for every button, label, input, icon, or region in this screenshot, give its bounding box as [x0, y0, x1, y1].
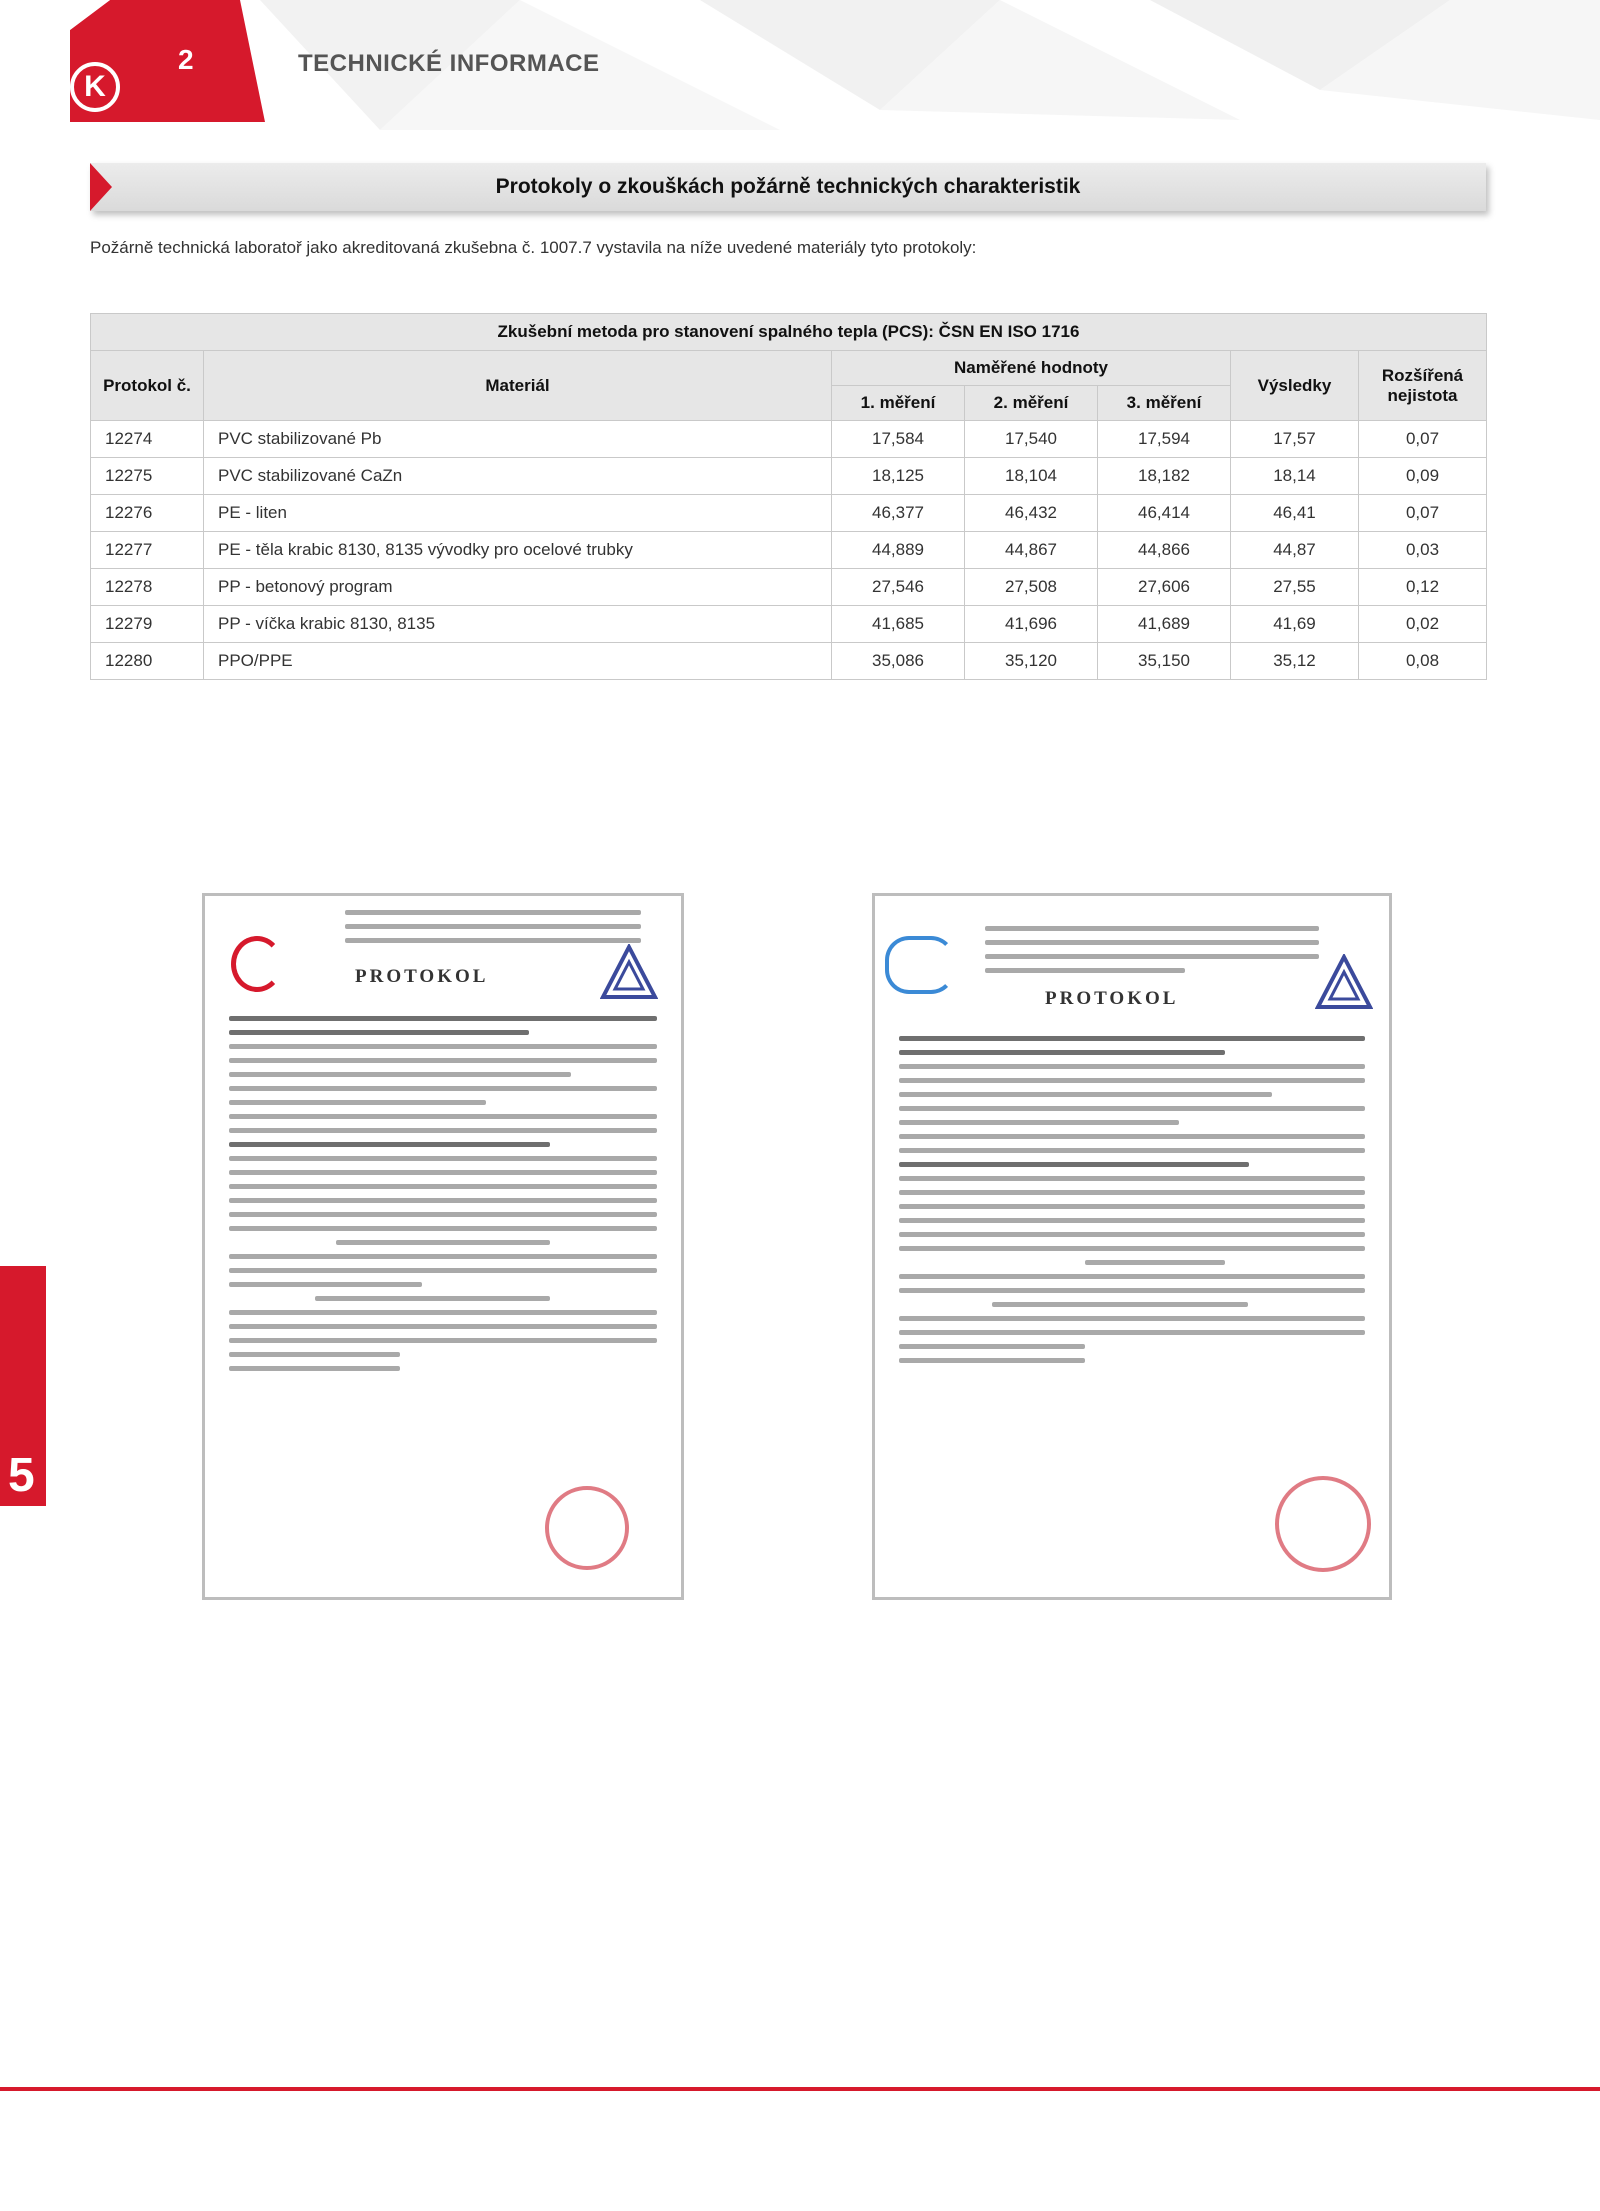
- cell-protocol: 12276: [91, 495, 204, 532]
- cell-material: PPO/PPE: [204, 643, 832, 680]
- cell-material: PP - betonový program: [204, 569, 832, 606]
- cell-result: 44,87: [1231, 532, 1359, 569]
- table-row: [91, 643, 1487, 680]
- cell-unc: 0,03: [1359, 532, 1487, 569]
- cell-unc: 0,07: [1359, 421, 1487, 458]
- cell-m1: 44,889: [832, 532, 965, 569]
- cell-m1: 27,546: [832, 569, 965, 606]
- cell-m3: 27,606: [1098, 569, 1231, 606]
- cell-m2: 46,432: [965, 495, 1098, 532]
- table-row: [91, 532, 1487, 569]
- cell-material: PVC stabilizované Pb: [204, 421, 832, 458]
- pcs-results-table: [90, 313, 1487, 680]
- col-uncertainty: Rozšířená nejistota: [1359, 351, 1487, 421]
- cell-m3: 46,414: [1098, 495, 1231, 532]
- cell-protocol: 12275: [91, 458, 204, 495]
- header-title: TECHNICKÉ INFORMACE: [298, 50, 600, 77]
- cell-m1: 41,685: [832, 606, 965, 643]
- protocol-heading: PROTOKOL: [1045, 988, 1179, 1009]
- cell-unc: 0,02: [1359, 606, 1487, 643]
- table-row: [91, 606, 1487, 643]
- footer-rule: [0, 2087, 1600, 2091]
- table-caption: Zkušební metoda pro stanovení spalného tepla (PCS): ČSN EN ISO 1716: [91, 314, 1487, 351]
- cell-material: PVC stabilizované CaZn: [204, 458, 832, 495]
- col-m2: 2. měření: [965, 386, 1098, 421]
- cell-m3: 35,150: [1098, 643, 1231, 680]
- cell-material: PE - těla krabic 8130, 8135 vývodky pro ocelové trubky: [204, 532, 832, 569]
- cell-m2: 44,867: [965, 532, 1098, 569]
- protocol-heading: PROTOKOL: [355, 966, 489, 987]
- cell-protocol: 12280: [91, 643, 204, 680]
- pavus-logo-icon: [885, 936, 955, 994]
- cell-unc: 0,12: [1359, 569, 1487, 606]
- cell-protocol: 12277: [91, 532, 204, 569]
- chapter-number: 5: [8, 1449, 35, 1502]
- cell-m2: 17,540: [965, 421, 1098, 458]
- cell-protocol: 12278: [91, 569, 204, 606]
- table-body: [91, 421, 1487, 680]
- cell-protocol: 12279: [91, 606, 204, 643]
- cell-material: PP - víčka krabic 8130, 8135: [204, 606, 832, 643]
- cell-result: 17,57: [1231, 421, 1359, 458]
- accreditation-triangle-icon: [1315, 954, 1373, 1010]
- brand-logo: K: [70, 62, 120, 112]
- section-title: Protokoly o zkouškách požárně technických charakteristik: [495, 175, 1081, 198]
- cell-m3: 41,689: [1098, 606, 1231, 643]
- col-protocol: Protokol č.: [91, 351, 204, 421]
- accreditation-triangle-icon: [600, 944, 658, 1000]
- intro-text: Požárně technická laboratoř jako akreditovaná zkušebna č. 1007.7 vystavila na níže uvedené materiály tyto protokoly:: [90, 238, 977, 257]
- page-number: 2: [178, 44, 194, 75]
- cell-result: 41,69: [1231, 606, 1359, 643]
- cell-m1: 17,584: [832, 421, 965, 458]
- cell-m1: 18,125: [832, 458, 965, 495]
- col-m1: 1. měření: [832, 386, 965, 421]
- laboratory-stamp: [545, 1486, 629, 1570]
- cell-material: PE - liten: [204, 495, 832, 532]
- cell-m2: 27,508: [965, 569, 1098, 606]
- table-row: [91, 569, 1487, 606]
- cell-m3: 44,866: [1098, 532, 1231, 569]
- cell-unc: 0,07: [1359, 495, 1487, 532]
- cell-m2: 18,104: [965, 458, 1098, 495]
- col-measured: Naměřené hodnoty: [832, 351, 1231, 386]
- cell-m3: 18,182: [1098, 458, 1231, 495]
- col-m3: 3. měření: [1098, 386, 1231, 421]
- table-row: [91, 421, 1487, 458]
- col-material: Materiál: [204, 351, 832, 421]
- cell-m1: 35,086: [832, 643, 965, 680]
- cell-result: 18,14: [1231, 458, 1359, 495]
- protocol-document-2: [872, 893, 1392, 1600]
- cell-m3: 17,594: [1098, 421, 1231, 458]
- cell-result: 27,55: [1231, 569, 1359, 606]
- cell-unc: 0,09: [1359, 458, 1487, 495]
- cell-unc: 0,08: [1359, 643, 1487, 680]
- col-results: Výsledky: [1231, 351, 1359, 421]
- cell-result: 46,41: [1231, 495, 1359, 532]
- cell-protocol: 12274: [91, 421, 204, 458]
- laboratory-stamp: [1275, 1476, 1371, 1572]
- table-row: [91, 458, 1487, 495]
- cell-result: 35,12: [1231, 643, 1359, 680]
- cell-m1: 46,377: [832, 495, 965, 532]
- table-row: [91, 495, 1487, 532]
- csi-logo-icon: [231, 936, 283, 992]
- cell-m2: 41,696: [965, 606, 1098, 643]
- cell-m2: 35,120: [965, 643, 1098, 680]
- protocol-document-1: [202, 893, 684, 1600]
